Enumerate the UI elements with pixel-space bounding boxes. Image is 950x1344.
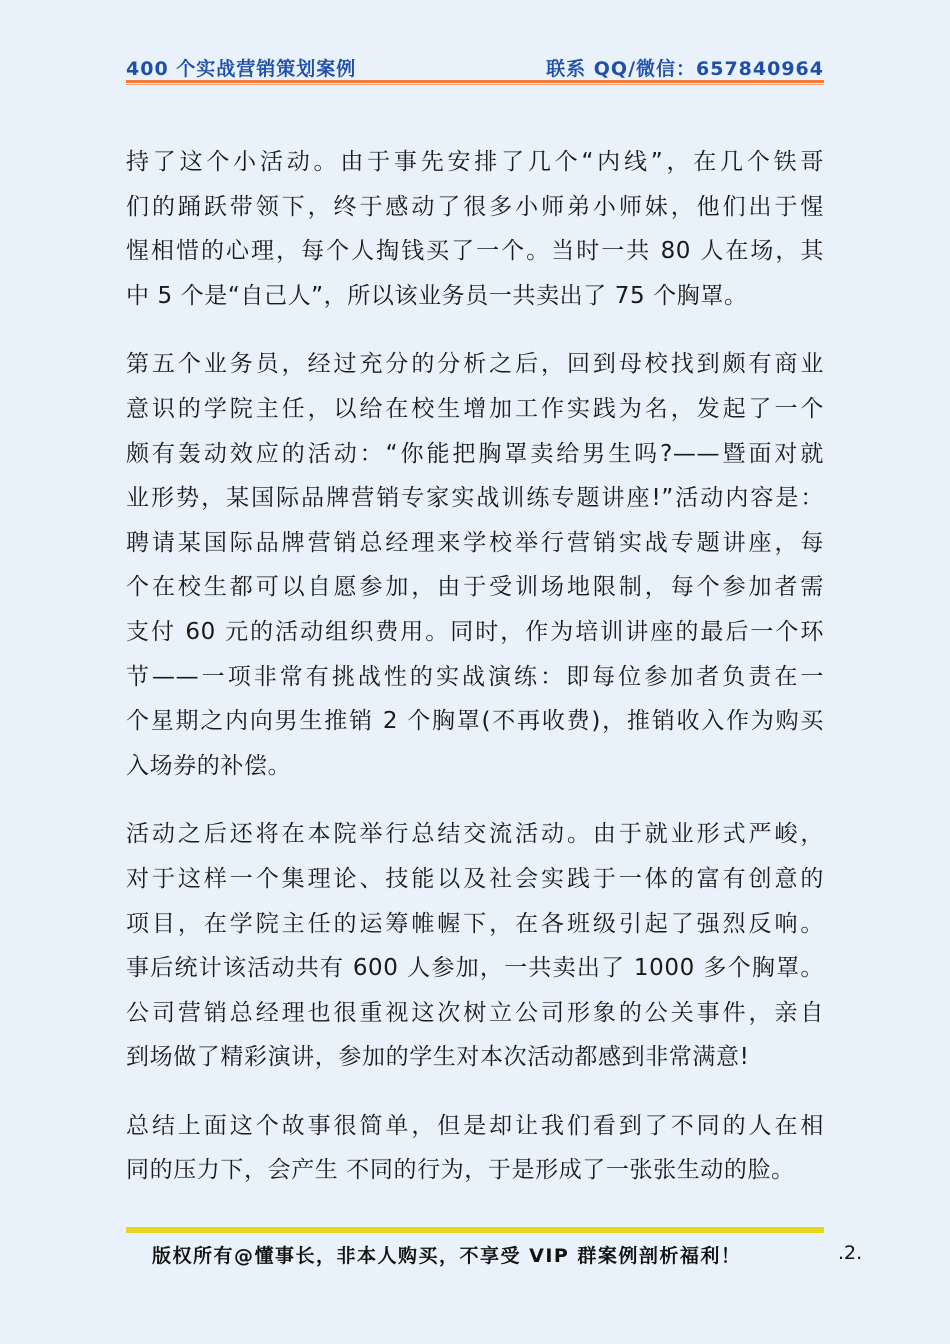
text-line: 中 5 个是“自己人”，所以该业务员一共卖出了 75 个胸罩。 bbox=[126, 282, 748, 309]
text-line: 聘请某国际品牌营销总经理来学校举行营销实战专题讲座，每 bbox=[126, 529, 824, 556]
text-line: 到场做了精彩演讲，参加的学生对本次活动都感到非常满意! bbox=[126, 1044, 750, 1071]
footer-copyright: 版权所有@懂事长，非本人购买，不享受 VIP 群案例剖析福利！ bbox=[152, 1245, 742, 1267]
text-line: 颇有轰动效应的活动：“你能把胸罩卖给男生吗?——暨面对就 bbox=[126, 440, 824, 467]
text-line: 意识的学院主任，以给在校生增加工作实践为名，发起了一个 bbox=[126, 395, 824, 422]
header-title: 400 个实战营销策划案例 bbox=[126, 58, 357, 80]
text-line: 业形势，某国际品牌营销专家实战训练专题讲座!”活动内容是： bbox=[126, 485, 824, 512]
paragraph bbox=[126, 1104, 824, 1193]
document-body bbox=[126, 140, 824, 1217]
text-line: 支付 60 元的活动组织费用。同时，作为培训讲座的最后一个环 bbox=[126, 618, 824, 645]
paragraph bbox=[126, 140, 824, 318]
text-line: 总结上面这个故事很简单，但是却让我们看到了不同的人在相 bbox=[126, 1112, 824, 1139]
page-header bbox=[126, 54, 824, 82]
text-line: 入场券的补偿。 bbox=[126, 752, 292, 779]
text-line: 项目，在学院主任的运筹帷幄下，在各班级引起了强烈反响。 bbox=[126, 910, 824, 937]
text-line: 惺相惜的心理，每个人掏钱买了一个。当时一共 80 人在场，其 bbox=[126, 238, 824, 265]
footer-divider bbox=[126, 1227, 824, 1233]
text-line: 对于这样一个集理论、技能以及社会实践于一体的富有创意的 bbox=[126, 865, 824, 892]
header-divider bbox=[126, 80, 824, 83]
text-line: 同的压力下，会产生 不同的行为，于是形成了一张张生动的脸。 bbox=[126, 1157, 795, 1184]
text-line: 们的踊跃带领下，终于感动了很多小师弟小师妹，他们出于惺 bbox=[126, 193, 824, 220]
page-number: .2. bbox=[838, 1242, 863, 1264]
header-contact: 联系 QQ/微信：657840964 bbox=[546, 58, 824, 80]
text-line: 事后统计该活动共有 600 人参加，一共卖出了 1000 多个胸罩。 bbox=[126, 955, 824, 982]
text-line: 第五个业务员，经过充分的分析之后，回到母校找到颇有商业 bbox=[126, 351, 824, 378]
text-line: 公司营销总经理也很重视这次树立公司形象的公关事件，亲自 bbox=[126, 999, 824, 1026]
header-divider-thin bbox=[126, 84, 824, 85]
text-line: 个在校生都可以自愿参加，由于受训场地限制，每个参加者需 bbox=[126, 574, 824, 601]
text-line: 节——一项非常有挑战性的实战演练：即每位参加者负责在一 bbox=[126, 663, 824, 690]
text-line: 个星期之内向男生推销 2 个胸罩(不再收费)，推销收入作为购买 bbox=[126, 708, 824, 735]
text-line: 活动之后还将在本院举行总结交流活动。由于就业形式严峻， bbox=[126, 821, 824, 848]
paragraph bbox=[126, 342, 824, 788]
text-line: 持了这个小活动。由于事先安排了几个“内线”，在几个铁哥 bbox=[126, 149, 824, 175]
paragraph bbox=[126, 812, 824, 1080]
